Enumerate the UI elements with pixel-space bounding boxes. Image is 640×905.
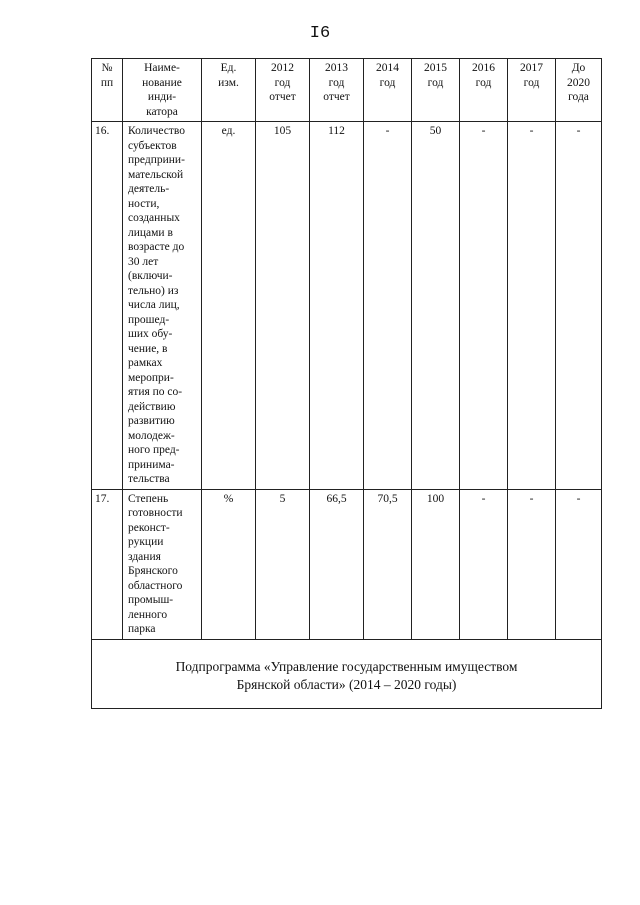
header-2015: 2015 год: [412, 59, 460, 122]
row-value-2020: -: [556, 489, 602, 639]
row-indicator-name: Количество субъектов предприни- мательской деятель- ности, созданных лицами в возрасте до 30 лет (включи- тельно) из числа лиц, прошед- ших обу- чение, в рамках меропри- ятия по со- действию развитию молодеж- ного пред- принима- тельства: [123, 122, 202, 490]
header-unit: Ед. изм.: [202, 59, 256, 122]
row-num: 17.: [92, 489, 123, 639]
row-value-2016: -: [460, 122, 508, 490]
row-value-2014: -: [364, 122, 412, 490]
header-2013: 2013 год отчет: [310, 59, 364, 122]
page-number: I6: [309, 24, 331, 43]
table-row: [92, 122, 602, 490]
row-indicator-name: Степень готовности реконст- рукции здания Брянского областного промыш- ленного парка: [123, 489, 202, 639]
header-num: № пп: [92, 59, 123, 122]
row-num: 16.: [92, 122, 123, 490]
row-unit: ед.: [202, 122, 256, 490]
subprogram-row: [92, 639, 602, 708]
row-value-2017: -: [508, 489, 556, 639]
header-2012: 2012 год отчет: [256, 59, 310, 122]
subprogram-title: Подпрограмма «Управление государственным имуществом Брянской области» (2014 – 2020 годы): [92, 639, 602, 708]
table-row: [92, 489, 602, 639]
indicators-table: [91, 58, 602, 709]
header-2017: 2017 год: [508, 59, 556, 122]
header-2016: 2016 год: [460, 59, 508, 122]
row-value-2012: 5: [256, 489, 310, 639]
row-value-2016: -: [460, 489, 508, 639]
row-value-2013: 66,5: [310, 489, 364, 639]
row-value-2020: -: [556, 122, 602, 490]
row-value-2014: 70,5: [364, 489, 412, 639]
row-value-2012: 105: [256, 122, 310, 490]
table-header-row: [92, 59, 602, 122]
header-indicator-name: Наиме- нование инди- катора: [123, 59, 202, 122]
row-value-2015: 100: [412, 489, 460, 639]
header-2020: До 2020 года: [556, 59, 602, 122]
header-2014: 2014 год: [364, 59, 412, 122]
row-value-2015: 50: [412, 122, 460, 490]
row-value-2013: 112: [310, 122, 364, 490]
row-unit: %: [202, 489, 256, 639]
row-value-2017: -: [508, 122, 556, 490]
